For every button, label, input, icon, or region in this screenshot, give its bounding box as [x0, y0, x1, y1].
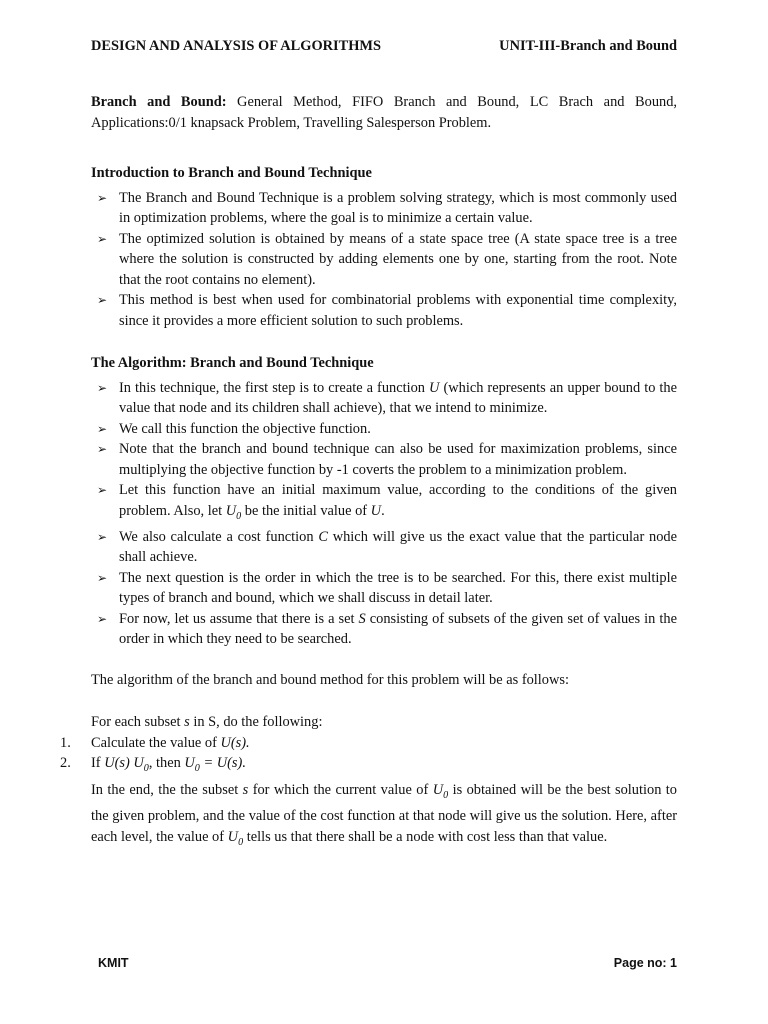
step-number: 2. [60, 755, 71, 772]
right-arrow-bullet-icon: ➢ [97, 190, 108, 205]
bullet-text: In this technique, the first step is to create a function [119, 379, 430, 396]
text-span: For each subset [91, 714, 185, 731]
list-item [91, 378, 677, 419]
math-variable: U [432, 781, 444, 798]
bullet-text: The Branch and Bound Technique is a problem solving strategy, which is most commonly used in optimization problems, where the goal is to minimize a certain value. [119, 189, 677, 226]
text-span: tells us that there shall be a node with cost less than that value. [243, 828, 608, 845]
step-item [60, 733, 677, 754]
bullet-text: . [381, 502, 385, 519]
bullet-text: (which represents an upper bound to the value that node and its children shall achieve), that we intend to minimize. [119, 379, 677, 416]
page-footer [98, 953, 677, 974]
bullet-text: be the initial value of [241, 502, 371, 519]
math-subscript: 0 [194, 763, 200, 775]
right-arrow-bullet-icon: ➢ [97, 442, 108, 456]
math-variable: s [184, 714, 190, 731]
step-number: 1. [60, 734, 71, 751]
right-arrow-bullet-icon: ➢ [97, 293, 108, 307]
text-span: for which the current value of [248, 781, 433, 798]
bullet-text: consisting of subsets of the given set of values in the order in which they need to be searched. [119, 610, 677, 648]
intro-label: Branch and Bound: [91, 94, 227, 110]
algorithm-steps [60, 733, 677, 780]
math-variable: U [227, 828, 239, 845]
right-arrow-bullet-icon: ➢ [97, 380, 108, 395]
math-expression: = U(s). [199, 755, 246, 772]
math-expression: U [184, 755, 195, 772]
bullet-text: This method is best when used for combinatorial problems with exponential time complexity, since it provides a more efficient solution to such problems. [119, 292, 677, 329]
list-item [91, 527, 677, 568]
math-subscript: 0 [236, 510, 242, 522]
step-text: If [91, 755, 105, 772]
right-arrow-bullet-icon: ➢ [97, 529, 108, 544]
bullet-text: We call this function the objective function. [119, 420, 371, 437]
list-item [91, 609, 677, 650]
bullet-text: Let this function have an initial maximum value, according to the conditions of the given problem. Also, let [119, 482, 677, 519]
math-variable: s [242, 781, 249, 798]
list-item [91, 419, 677, 440]
algorithm-intro-paragraph: The algorithm of the branch and bound method for this problem will be as follows: [91, 671, 569, 688]
right-arrow-bullet-icon: ➢ [97, 421, 108, 436]
bullet-text: Note that the branch and bound technique can also be used for maximization problems, since multiplying the objective function by -1 coverts the problem to a minimization problem. [119, 441, 677, 478]
algorithm-bullet-list [91, 378, 677, 650]
bullet-text: For now, let us assume that there is a set [119, 610, 359, 627]
page-number: Page no: 1 [613, 956, 677, 970]
math-subscript: 0 [238, 836, 244, 848]
text-span: is obtained will be the best solution to the given problem, and the value of the cost function at that node will give us the solution. Here, after each level, the value of [91, 781, 678, 845]
list-item [91, 480, 677, 527]
text-span: In the end, the the subset [91, 781, 243, 798]
right-arrow-bullet-icon: ➢ [97, 231, 108, 246]
math-subscript: 0 [443, 789, 449, 801]
list-item [91, 188, 677, 229]
list-item [91, 229, 677, 291]
intro-paragraph [91, 92, 677, 133]
intro-text: General Method, FIFO Branch and Bound, LC Brach and Bound, Applications:0/1 knapsack Problem, Travelling Salesperson Problem. [91, 94, 677, 131]
text-span: in S, do the following: [189, 714, 323, 731]
step-item [60, 753, 677, 779]
math-variable: U [370, 502, 382, 519]
math-variable: S [358, 610, 366, 627]
bullet-text: which will give us the exact value that the particular node shall achieve. [119, 528, 677, 566]
math-variable: U [429, 379, 440, 396]
for-each-line [91, 712, 677, 733]
math-variable: C [318, 528, 328, 545]
right-arrow-bullet-icon: ➢ [97, 570, 108, 585]
math-subscript: 0 [143, 763, 149, 775]
bullet-text: The optimized solution is obtained by means of a state space tree (A state space tree is a tree where the solution is constructed by adding elements one by one, starting from the root. Note that the root contains no element). [119, 230, 677, 288]
right-arrow-bullet-icon: ➢ [97, 611, 108, 626]
unit-title: UNIT-III-Branch and Bound [499, 38, 677, 54]
list-item [91, 439, 677, 480]
section-heading-algorithm: The Algorithm: Branch and Bound Technique [91, 355, 374, 371]
section-heading-introduction: Introduction to Branch and Bound Technique [91, 165, 372, 181]
math-variable: U [225, 502, 237, 519]
conclusion-paragraph [91, 780, 677, 853]
bullet-text: The next question is the order in which the tree is to be searched. For this, there exist multiple types of branch and bound, which we shall discuss in detail later. [119, 569, 677, 607]
course-title: DESIGN AND ANALYSIS OF ALGORITHMS [91, 38, 382, 54]
math-expression: U(s). [220, 734, 250, 751]
footer-institution: KMIT [98, 956, 129, 970]
right-arrow-bullet-icon: ➢ [97, 483, 108, 497]
list-item [91, 568, 677, 609]
math-expression: U(s) U [104, 755, 144, 772]
page-content [60, 92, 678, 853]
step-text: Calculate the value of [91, 734, 221, 751]
bullet-text: We also calculate a cost function [119, 528, 319, 545]
list-item [91, 290, 677, 331]
intro-bullet-list [91, 188, 677, 332]
step-text: , then [148, 755, 185, 772]
page-header [91, 36, 677, 57]
